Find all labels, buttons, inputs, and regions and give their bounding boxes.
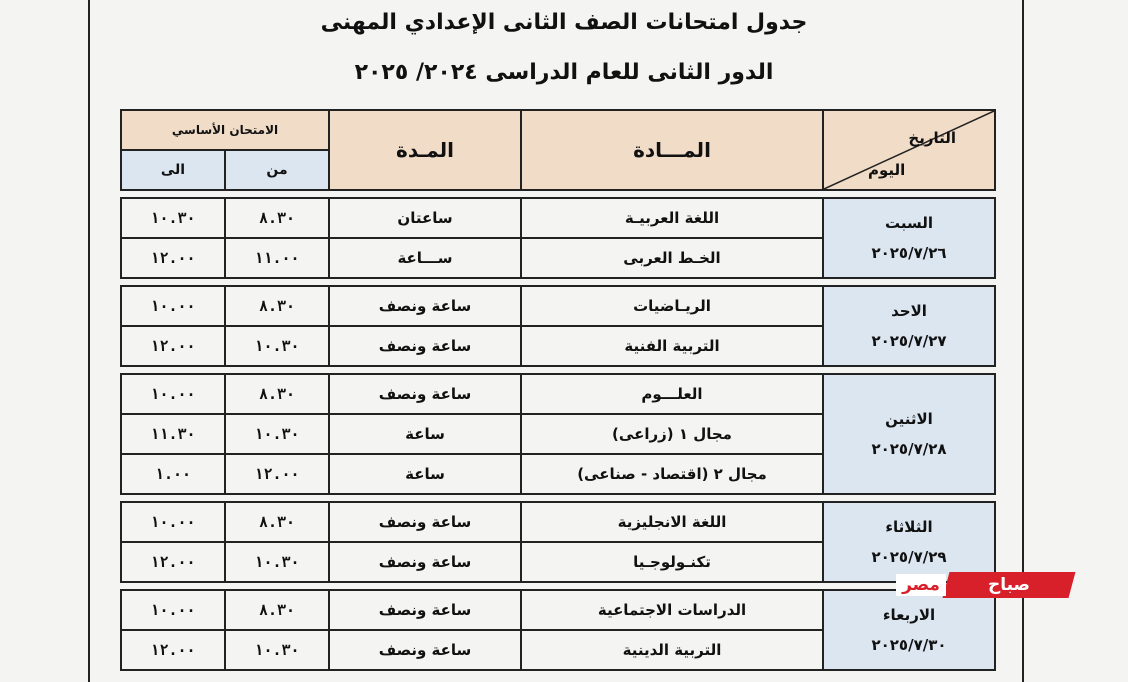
table-row [121, 590, 995, 630]
to-time: ١٠.٠٠ [121, 502, 225, 542]
subject-cell: مجال ٢ (اقتصاد - صناعى) [521, 454, 823, 494]
duration-header: المـدة [329, 110, 521, 190]
from-time: ١٢.٠٠ [225, 454, 329, 494]
duration-cell: ساعة [329, 454, 521, 494]
to-time: ١٢.٠٠ [121, 326, 225, 366]
subject-cell: التربية الدينية [521, 630, 823, 670]
duration-cell: ساعة ونصف [329, 502, 521, 542]
watermark-brand-red: صباح [987, 575, 1030, 595]
to-time: ١٠.٠٠ [121, 374, 225, 414]
duration-cell: ساعتان [329, 198, 521, 238]
group-separator [121, 582, 995, 590]
to-time: ١٢.٠٠ [121, 630, 225, 670]
from-time: ١٠.٣٠ [225, 326, 329, 366]
date-day-header [823, 110, 995, 190]
subject-cell: الدراسات الاجتماعية [521, 590, 823, 630]
from-time: ٨.٣٠ [225, 198, 329, 238]
from-time: ٨.٣٠ [225, 286, 329, 326]
subject-cell: مجال ١ (زراعى) [521, 414, 823, 454]
to-time: ١٠.٠٠ [121, 286, 225, 326]
day-cell [823, 198, 995, 278]
table-row [121, 374, 995, 414]
watermark-red-block [943, 572, 1076, 598]
subject-cell: اللغة العربيـة [521, 198, 823, 238]
duration-cell: ساعة [329, 414, 521, 454]
date-label: التاريخ [908, 129, 956, 147]
duration-cell: ساعة ونصف [329, 374, 521, 414]
day-cell [823, 374, 995, 494]
subject-cell: اللغة الانجليزية [521, 502, 823, 542]
duration-cell: ساعة ونصف [329, 286, 521, 326]
subject-cell: الريـاضيات [521, 286, 823, 326]
to-time: ١٢.٠٠ [121, 238, 225, 278]
day-label: اليوم [868, 161, 906, 179]
day-date: ٢٠٢٥/٧/٢٩ [871, 548, 947, 566]
duration-cell: ساعة ونصف [329, 590, 521, 630]
day-name: السبت [884, 214, 934, 232]
duration-cell: ساعة ونصف [329, 630, 521, 670]
day-date: ٢٠٢٥/٧/٢٦ [871, 244, 947, 262]
from-time: ١٠.٣٠ [225, 414, 329, 454]
day-cell [823, 286, 995, 366]
from-time: ١١.٠٠ [225, 238, 329, 278]
day-date: ٢٠٢٥/٧/٢٨ [871, 440, 947, 458]
exam-schedule-table [120, 109, 996, 671]
table-row [121, 198, 995, 238]
from-header: من [225, 150, 329, 190]
diagonal-line [824, 111, 994, 189]
to-time: ١٢.٠٠ [121, 542, 225, 582]
to-time: ١١.٣٠ [121, 414, 225, 454]
day-date: ٢٠٢٥/٧/٣٠ [871, 636, 947, 654]
day-name: الاربعاء [882, 606, 936, 624]
day-date: ٢٠٢٥/٧/٢٧ [871, 332, 947, 350]
subject-cell: الخـط العربى [521, 238, 823, 278]
to-time: ١٠.٠٠ [121, 590, 225, 630]
page-subtitle: الدور الثانى للعام الدراسى ٢٠٢٤/ ٢٠٢٥ [354, 60, 774, 85]
from-time: ١٠.٣٠ [225, 542, 329, 582]
duration-cell: ساعة ونصف [329, 542, 521, 582]
from-time: ٨.٣٠ [225, 502, 329, 542]
subject-cell: التربية الفنية [521, 326, 823, 366]
day-name: الاحد [891, 302, 927, 320]
table-row [121, 286, 995, 326]
main-exam-header: الامتحان الأساسي [121, 110, 329, 150]
subject-header: المـــادة [521, 110, 823, 190]
group-separator [121, 190, 995, 198]
from-time: ٨.٣٠ [225, 374, 329, 414]
subject-cell: تكنـولوجـيا [521, 542, 823, 582]
from-time: ٨.٣٠ [225, 590, 329, 630]
watermark-logo [894, 570, 1074, 600]
duration-cell: ســـاعة [329, 238, 521, 278]
page-left-border [88, 0, 90, 682]
to-time: ١.٠٠ [121, 454, 225, 494]
duration-cell: ساعة ونصف [329, 326, 521, 366]
from-time: ١٠.٣٠ [225, 630, 329, 670]
watermark-brand-white: مصر [896, 574, 946, 596]
to-time: ١٠.٣٠ [121, 198, 225, 238]
group-separator [121, 494, 995, 502]
subject-cell: العلـــوم [521, 374, 823, 414]
group-separator [121, 278, 995, 286]
day-name: الاثنين [885, 410, 933, 428]
page-title: جدول امتحانات الصف الثانى الإعدادي المهنى [320, 10, 808, 35]
to-header: الى [121, 150, 225, 190]
day-name: الثلاثاء [885, 518, 933, 536]
day-cell [823, 590, 995, 670]
group-separator [121, 366, 995, 374]
table-row [121, 502, 995, 542]
